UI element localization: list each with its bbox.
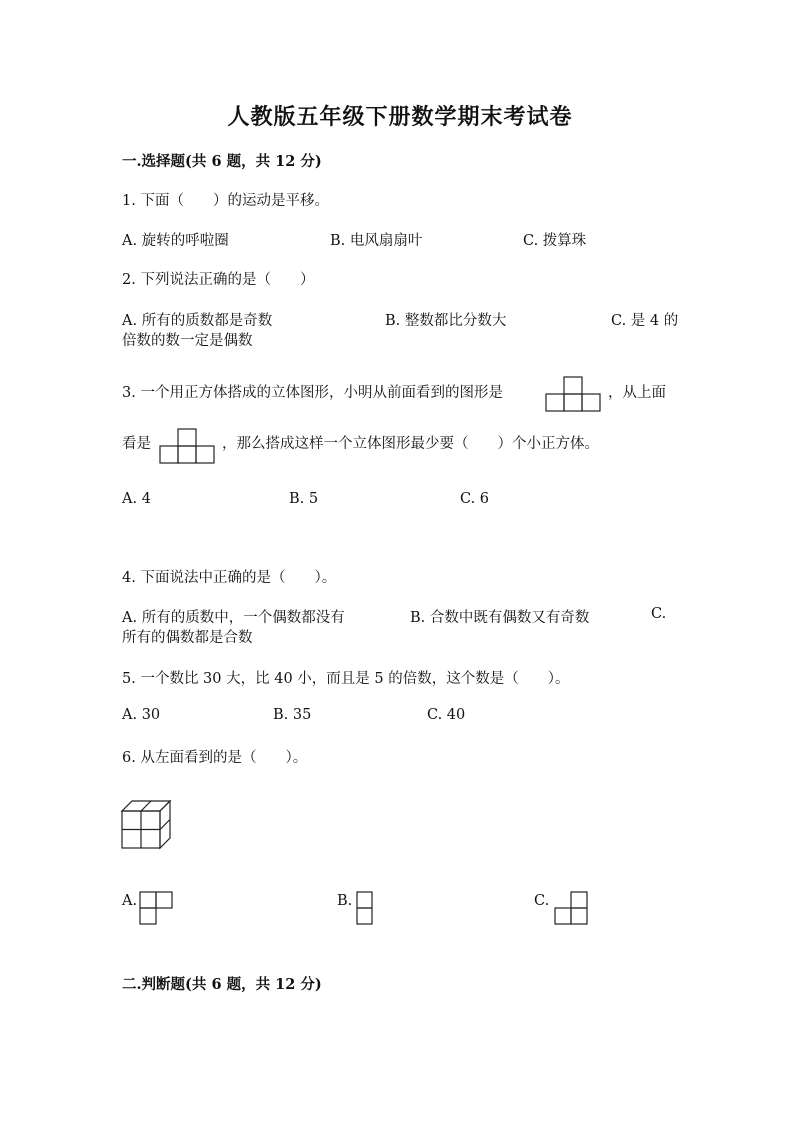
question-3-stem-part2: ，从上面	[608, 385, 666, 401]
question-4-option-b[interactable]: B. 合数中既有偶数又有奇数	[410, 610, 590, 626]
question-3-stem-part4: ，那么搭成这样一个立体图形最少要（ ）个小正方体。	[222, 436, 599, 452]
question-4-option-a[interactable]: A. 所有的质数中，一个偶数都没有	[122, 610, 345, 626]
question-6-option-b[interactable]: B.	[337, 893, 353, 909]
question-2-option-c[interactable]: C. 是 4 的	[611, 313, 679, 329]
question-1-stem: 1. 下面（ ）的运动是平移。	[122, 193, 329, 209]
question-1-option-b[interactable]: B. 电风扇扇叶	[330, 233, 423, 249]
question-6-option-a[interactable]: A.	[122, 893, 138, 909]
question-1-option-a[interactable]: A. 旋转的呼啦圈	[122, 233, 229, 249]
section-heading-choice: 一.选择题(共 6 题，共 12 分)	[122, 153, 322, 170]
option-c-view-figure	[553, 891, 591, 927]
question-4-option-c[interactable]: C.	[651, 606, 667, 622]
question-5-option-a[interactable]: A. 30	[122, 707, 161, 723]
question-3-stem-part3: 看是	[122, 436, 151, 452]
question-3-option-a[interactable]: A. 4	[122, 491, 151, 507]
question-3-option-b[interactable]: B. 5	[289, 491, 319, 507]
question-2-stem: 2. 下列说法正确的是（ ）	[122, 272, 315, 288]
option-b-view-figure	[356, 891, 376, 927]
option-a-view-figure	[139, 891, 177, 927]
question-5-option-b[interactable]: B. 35	[273, 707, 312, 723]
question-5-option-c[interactable]: C. 40	[427, 707, 466, 723]
page-title: 人教版五年级下册数学期末考试卷	[227, 104, 573, 130]
question-2-option-c-continuation: 倍数的数一定是偶数	[122, 333, 253, 349]
question-6-stem: 6. 从左面看到的是（ ）。	[122, 750, 308, 766]
front-view-figure	[545, 376, 605, 412]
cube-stack-figure	[121, 800, 173, 850]
top-view-figure	[159, 428, 219, 464]
section-heading-true-false: 二.判断题(共 6 题，共 12 分)	[122, 976, 322, 993]
question-5-stem: 5. 一个数比 30 大，比 40 小，而且是 5 的倍数，这个数是（ ）。	[122, 671, 570, 687]
question-1-option-c[interactable]: C. 拨算珠	[523, 233, 587, 249]
question-4-option-c-continuation: 所有的偶数都是合数	[122, 630, 253, 646]
question-3-stem-part1: 3. 一个用正方体搭成的立体图形，小明从前面看到的图形是	[122, 385, 503, 401]
question-6-option-c[interactable]: C.	[534, 893, 550, 909]
question-2-option-a[interactable]: A. 所有的质数都是奇数	[122, 313, 273, 329]
question-3-option-c[interactable]: C. 6	[460, 491, 490, 507]
question-4-stem: 4. 下面说法中正确的是（ ）。	[122, 570, 337, 586]
question-2-option-b[interactable]: B. 整数都比分数大	[385, 313, 507, 329]
